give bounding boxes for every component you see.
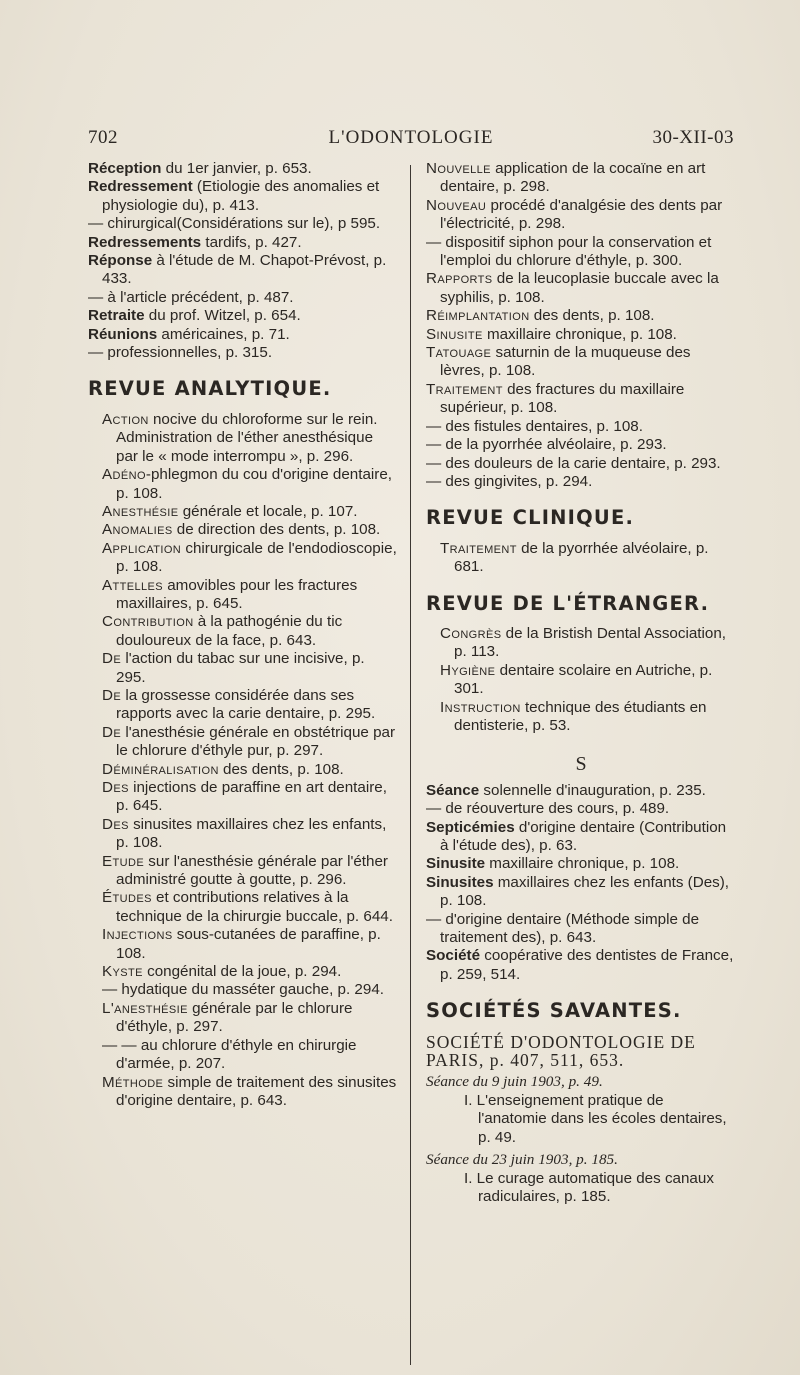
- index-entry: [102, 540, 398, 577]
- entry-keyword: Anesthésie: [102, 502, 179, 520]
- index-entry: [426, 197, 736, 234]
- index-entry: [440, 540, 736, 577]
- seance-date: Séance du 9 juin 1903, p. 49.: [426, 1073, 603, 1091]
- index-entry: [426, 436, 736, 454]
- index-entry: [102, 981, 398, 999]
- index-entry: [102, 853, 398, 890]
- index-entry: [426, 874, 736, 911]
- entry-keyword: Application: [102, 539, 182, 557]
- index-entry: [102, 577, 398, 614]
- index-entry: [426, 326, 736, 344]
- entry-text: d'origine dentaire (Contribution à l'étude des), p. 63.: [440, 818, 727, 854]
- index-entry: [102, 724, 398, 761]
- entry-keyword: Traitement: [426, 380, 503, 398]
- index-entry: [426, 782, 736, 800]
- index-entry: [440, 625, 736, 662]
- index-entry: [102, 466, 398, 503]
- entry-keyword: Réponse: [88, 252, 153, 270]
- index-entry: [426, 455, 736, 473]
- entry-text: — des douleurs de la carie dentaire, p. 293.: [426, 454, 721, 472]
- entry-text: amovibles pour les fractures maxillaires, p. 645.: [116, 576, 358, 612]
- index-entry: [426, 800, 736, 818]
- entry-text: application de la cocaïne en art dentaire, p. 298.: [440, 160, 706, 196]
- index-entry: [88, 344, 398, 362]
- entry-keyword: Méthode: [102, 1073, 164, 1091]
- journal-title: L'ODONTOLOGIE: [328, 127, 494, 148]
- entry-keyword: Société: [426, 947, 481, 965]
- entry-text: maxillaires chez les enfants (Des), p. 108.: [440, 873, 730, 910]
- index-entry: [426, 911, 736, 948]
- entry-text: à la pathogénie du tic douloureux de la face, p. 643.: [116, 613, 343, 649]
- entry-text: de la Bristish Dental Association, p. 113.: [454, 624, 727, 661]
- entry-keyword: Attelles: [102, 576, 164, 594]
- index-entry: [440, 662, 736, 699]
- index-entry: [426, 855, 736, 873]
- entry-keyword: Rapports: [426, 270, 493, 288]
- entry-text: sinusites maxillaires chez les enfants, p. 108.: [116, 815, 387, 852]
- seance-item: I. L'enseignement pratique de l'anatomie dans les écoles dentaires, p. 49.: [464, 1091, 727, 1146]
- entry-text: maxillaire chronique, p. 108.: [482, 325, 677, 343]
- entry-keyword: Instruction: [440, 698, 521, 716]
- index-entry: [426, 473, 736, 491]
- entry-keyword: Etude: [102, 852, 145, 870]
- entry-text: générale et locale, p. 107.: [178, 502, 358, 520]
- entry-keyword: Des: [102, 779, 129, 796]
- entry-text: de direction des dents, p. 108.: [172, 521, 381, 539]
- entry-keyword: De: [102, 650, 122, 668]
- entry-text: nocive du chloroforme sur le rein. Administration de l'éther anesthésique par le « mode interrompu », p. 296.: [116, 410, 378, 465]
- index-entry: [426, 819, 736, 856]
- entry-text: du prof. Witzel, p. 654.: [144, 307, 301, 325]
- index-entry: [88, 289, 398, 307]
- entry-text: des dents, p. 108.: [529, 307, 655, 325]
- column-divider: [410, 165, 411, 1365]
- entry-text: à l'étude de M. Chapot-Prévost, p. 433.: [102, 252, 387, 288]
- index-entry: [102, 963, 398, 981]
- entry-keyword: Sinusite: [426, 855, 486, 873]
- issue-date: 30-XII-03: [652, 127, 734, 148]
- index-entry: [88, 178, 398, 215]
- index-entry: [88, 307, 398, 325]
- entry-keyword: Injections: [102, 926, 173, 944]
- index-entry: [426, 307, 736, 325]
- index-entry: [102, 650, 398, 687]
- entry-text: procédé d'analgésie des dents par l'électricité, p. 298.: [440, 196, 723, 233]
- left-column: [88, 160, 398, 1110]
- entry-keyword: Redressement: [88, 178, 193, 196]
- entry-keyword: Séance: [426, 781, 480, 799]
- section-heading-analytique: REVUE ANALYTIQUE.: [88, 377, 332, 401]
- entry-keyword: Retraite: [88, 307, 145, 325]
- index-entry: [102, 521, 398, 539]
- index-entry: [426, 381, 736, 418]
- index-entry: [426, 270, 736, 307]
- entry-keyword: Nouveau: [426, 196, 487, 214]
- index-entry: [88, 234, 398, 252]
- index-entry: [102, 1037, 398, 1074]
- entry-keyword: Redressements: [88, 233, 202, 251]
- entry-text: solennelle d'inauguration, p. 235.: [479, 781, 706, 799]
- index-entry: [88, 326, 398, 344]
- entry-text: et contributions relatives à la technique de la chirurgie buccale, p. 644.: [116, 889, 393, 925]
- index-entry: [426, 418, 736, 436]
- entry-keyword: Études: [102, 889, 152, 907]
- index-entry: [102, 779, 398, 816]
- entry-keyword: Nouvelle: [426, 160, 491, 177]
- running-head: [88, 127, 734, 157]
- entry-text: sous-cutanées de paraffine, p. 108.: [116, 926, 381, 962]
- entry-keyword: Réunions: [88, 325, 158, 343]
- entry-text: — des fistules dentaires, p. 108.: [426, 417, 643, 435]
- entry-text: — à l'article précédent, p. 487.: [88, 288, 294, 306]
- entry-keyword: Sinusites: [426, 873, 494, 891]
- entry-keyword: Hygiène: [440, 661, 496, 679]
- entry-text: américaines, p. 71.: [157, 325, 290, 343]
- entry-text: tardifs, p. 427.: [201, 233, 302, 251]
- index-entry: [102, 687, 398, 724]
- entry-text: — hydatique du masséter gauche, p. 294.: [102, 981, 384, 999]
- entry-text: (Etiologie des anomalies et physiologie du), p. 413.: [102, 178, 380, 214]
- entry-keyword: Sinusite: [426, 325, 483, 343]
- entry-text: coopérative des dentistes de France, p. 259, 514.: [440, 947, 734, 983]
- entry-text: générale par le chlorure d'éthyle, p. 297.: [116, 999, 353, 1036]
- index-entry: [102, 1000, 398, 1037]
- entry-text: la grossesse considérée dans ses rapports avec la carie dentaire, p. 295.: [116, 686, 376, 723]
- left-entries: [88, 160, 398, 362]
- entry-text: du 1er janvier, p. 653.: [161, 160, 312, 177]
- entry-text: saturnin de la muqueuse des lèvres, p. 108.: [440, 344, 691, 380]
- right-column: [426, 160, 736, 1206]
- entry-text: — de réouverture des cours, p. 489.: [426, 800, 670, 818]
- entry-keyword: De: [102, 723, 122, 741]
- entry-text: de la pyorrhée alvéolaire, p. 681.: [454, 539, 709, 576]
- entry-keyword: Des: [102, 815, 129, 833]
- entry-keyword: Réception: [88, 160, 162, 177]
- entry-keyword: Kyste: [102, 963, 143, 981]
- entry-text: des dents, p. 108.: [218, 760, 344, 778]
- entry-text: de la leucoplasie buccale avec la syphilis, p. 108.: [440, 270, 719, 306]
- index-entry: [102, 503, 398, 521]
- entry-keyword: Traitement: [440, 539, 517, 557]
- index-entry: [102, 761, 398, 779]
- entry-keyword: Contribution: [102, 613, 194, 631]
- entry-text: technique des étudiants en dentisterie, p. 53.: [454, 698, 707, 734]
- index-entry: [102, 926, 398, 963]
- index-entry: [426, 160, 736, 197]
- entry-text: l'action du tabac sur une incisive, p. 295.: [116, 650, 365, 686]
- entry-text: simple de traitement des sinusites d'origine dentaire, p. 643.: [116, 1073, 397, 1109]
- entry-text: — d'origine dentaire (Méthode simple de traitement des), p. 643.: [426, 910, 700, 947]
- entry-keyword: Septicémies: [426, 818, 515, 836]
- entry-keyword: Réimplantation: [426, 307, 530, 325]
- entry-text: l'anesthésie générale en obstétrique par le chlorure d'éthyle pur, p. 297.: [116, 723, 396, 760]
- index-entry: [102, 889, 398, 926]
- index-entry: [102, 613, 398, 650]
- entry-text: — des gingivites, p. 294.: [426, 472, 593, 490]
- clinique-entries: [426, 540, 736, 577]
- entry-text: injections de paraffine en art dentaire, p. 645.: [116, 779, 387, 815]
- index-entry: [88, 252, 398, 289]
- letter-heading: S: [575, 753, 587, 776]
- entry-keyword: L'anesthésie: [102, 999, 188, 1017]
- index-entry: [440, 699, 736, 736]
- analytique-continued: [426, 160, 736, 491]
- section-heading-societes: SOCIÉTÉS SAVANTES.: [426, 999, 682, 1023]
- index-entry: [426, 234, 736, 271]
- entry-keyword: Adéno: [102, 466, 146, 484]
- seance-date: Séance du 23 juin 1903, p. 185.: [426, 1151, 618, 1169]
- analytique-entries: [88, 411, 398, 1110]
- page-number: 702: [88, 127, 118, 148]
- s-entries: [426, 782, 736, 984]
- entry-keyword: Tatouage: [426, 344, 492, 362]
- index-entry: [426, 947, 736, 984]
- entry-text: congénital de la joue, p. 294.: [142, 963, 342, 981]
- entry-text: chirurgicale de l'endodioscopie, p. 108.: [116, 539, 397, 576]
- etranger-entries: [426, 625, 736, 735]
- section-heading-clinique: REVUE CLINIQUE.: [426, 506, 635, 530]
- index-entry: [102, 1074, 398, 1111]
- entry-text: — de la pyorrhée alvéolaire, p. 293.: [426, 436, 667, 454]
- seance-item: I. Le curage automatique des canaux radiculaires, p. 185.: [464, 1169, 714, 1205]
- entry-text: maxillaire chronique, p. 108.: [485, 855, 680, 873]
- index-entry: [426, 344, 736, 381]
- societe-name: SOCIÉTÉ D'ODONTOLOGIE DE PARIS, p. 407, 511, 653.: [426, 1031, 696, 1071]
- entry-text: des fractures du maxillaire supérieur, p. 108.: [440, 380, 685, 417]
- entry-text: — professionnelles, p. 315.: [88, 344, 273, 362]
- entry-keyword: Déminéralisation: [102, 760, 219, 778]
- entry-keyword: Action: [102, 410, 149, 428]
- entry-keyword: Congrès: [440, 624, 502, 642]
- entry-text: — dispositif siphon pour la conservation et l'emploi du chlorure d'éthyle, p. 300.: [426, 233, 712, 270]
- entry-text: — chirurgical(Considérations sur le), p 595.: [88, 215, 381, 233]
- entry-keyword: De: [102, 686, 122, 704]
- index-entry: [88, 160, 398, 178]
- entry-text: sur l'anesthésie générale par l'éther administré goutte à goutte, p. 296.: [116, 852, 388, 889]
- index-entry: [102, 411, 398, 466]
- entry-text: -phlegmon du cou d'origine dentaire, p. 108.: [116, 466, 392, 502]
- entry-text: — — au chlorure d'éthyle en chirurgie d'armée, p. 207.: [102, 1036, 357, 1073]
- index-entry: [88, 215, 398, 233]
- section-heading-etranger: REVUE DE L'ÉTRANGER.: [426, 591, 710, 615]
- entry-text: dentaire scolaire en Autriche, p. 301.: [454, 661, 713, 698]
- entry-keyword: Anomalies: [102, 521, 173, 539]
- index-entry: [102, 816, 398, 853]
